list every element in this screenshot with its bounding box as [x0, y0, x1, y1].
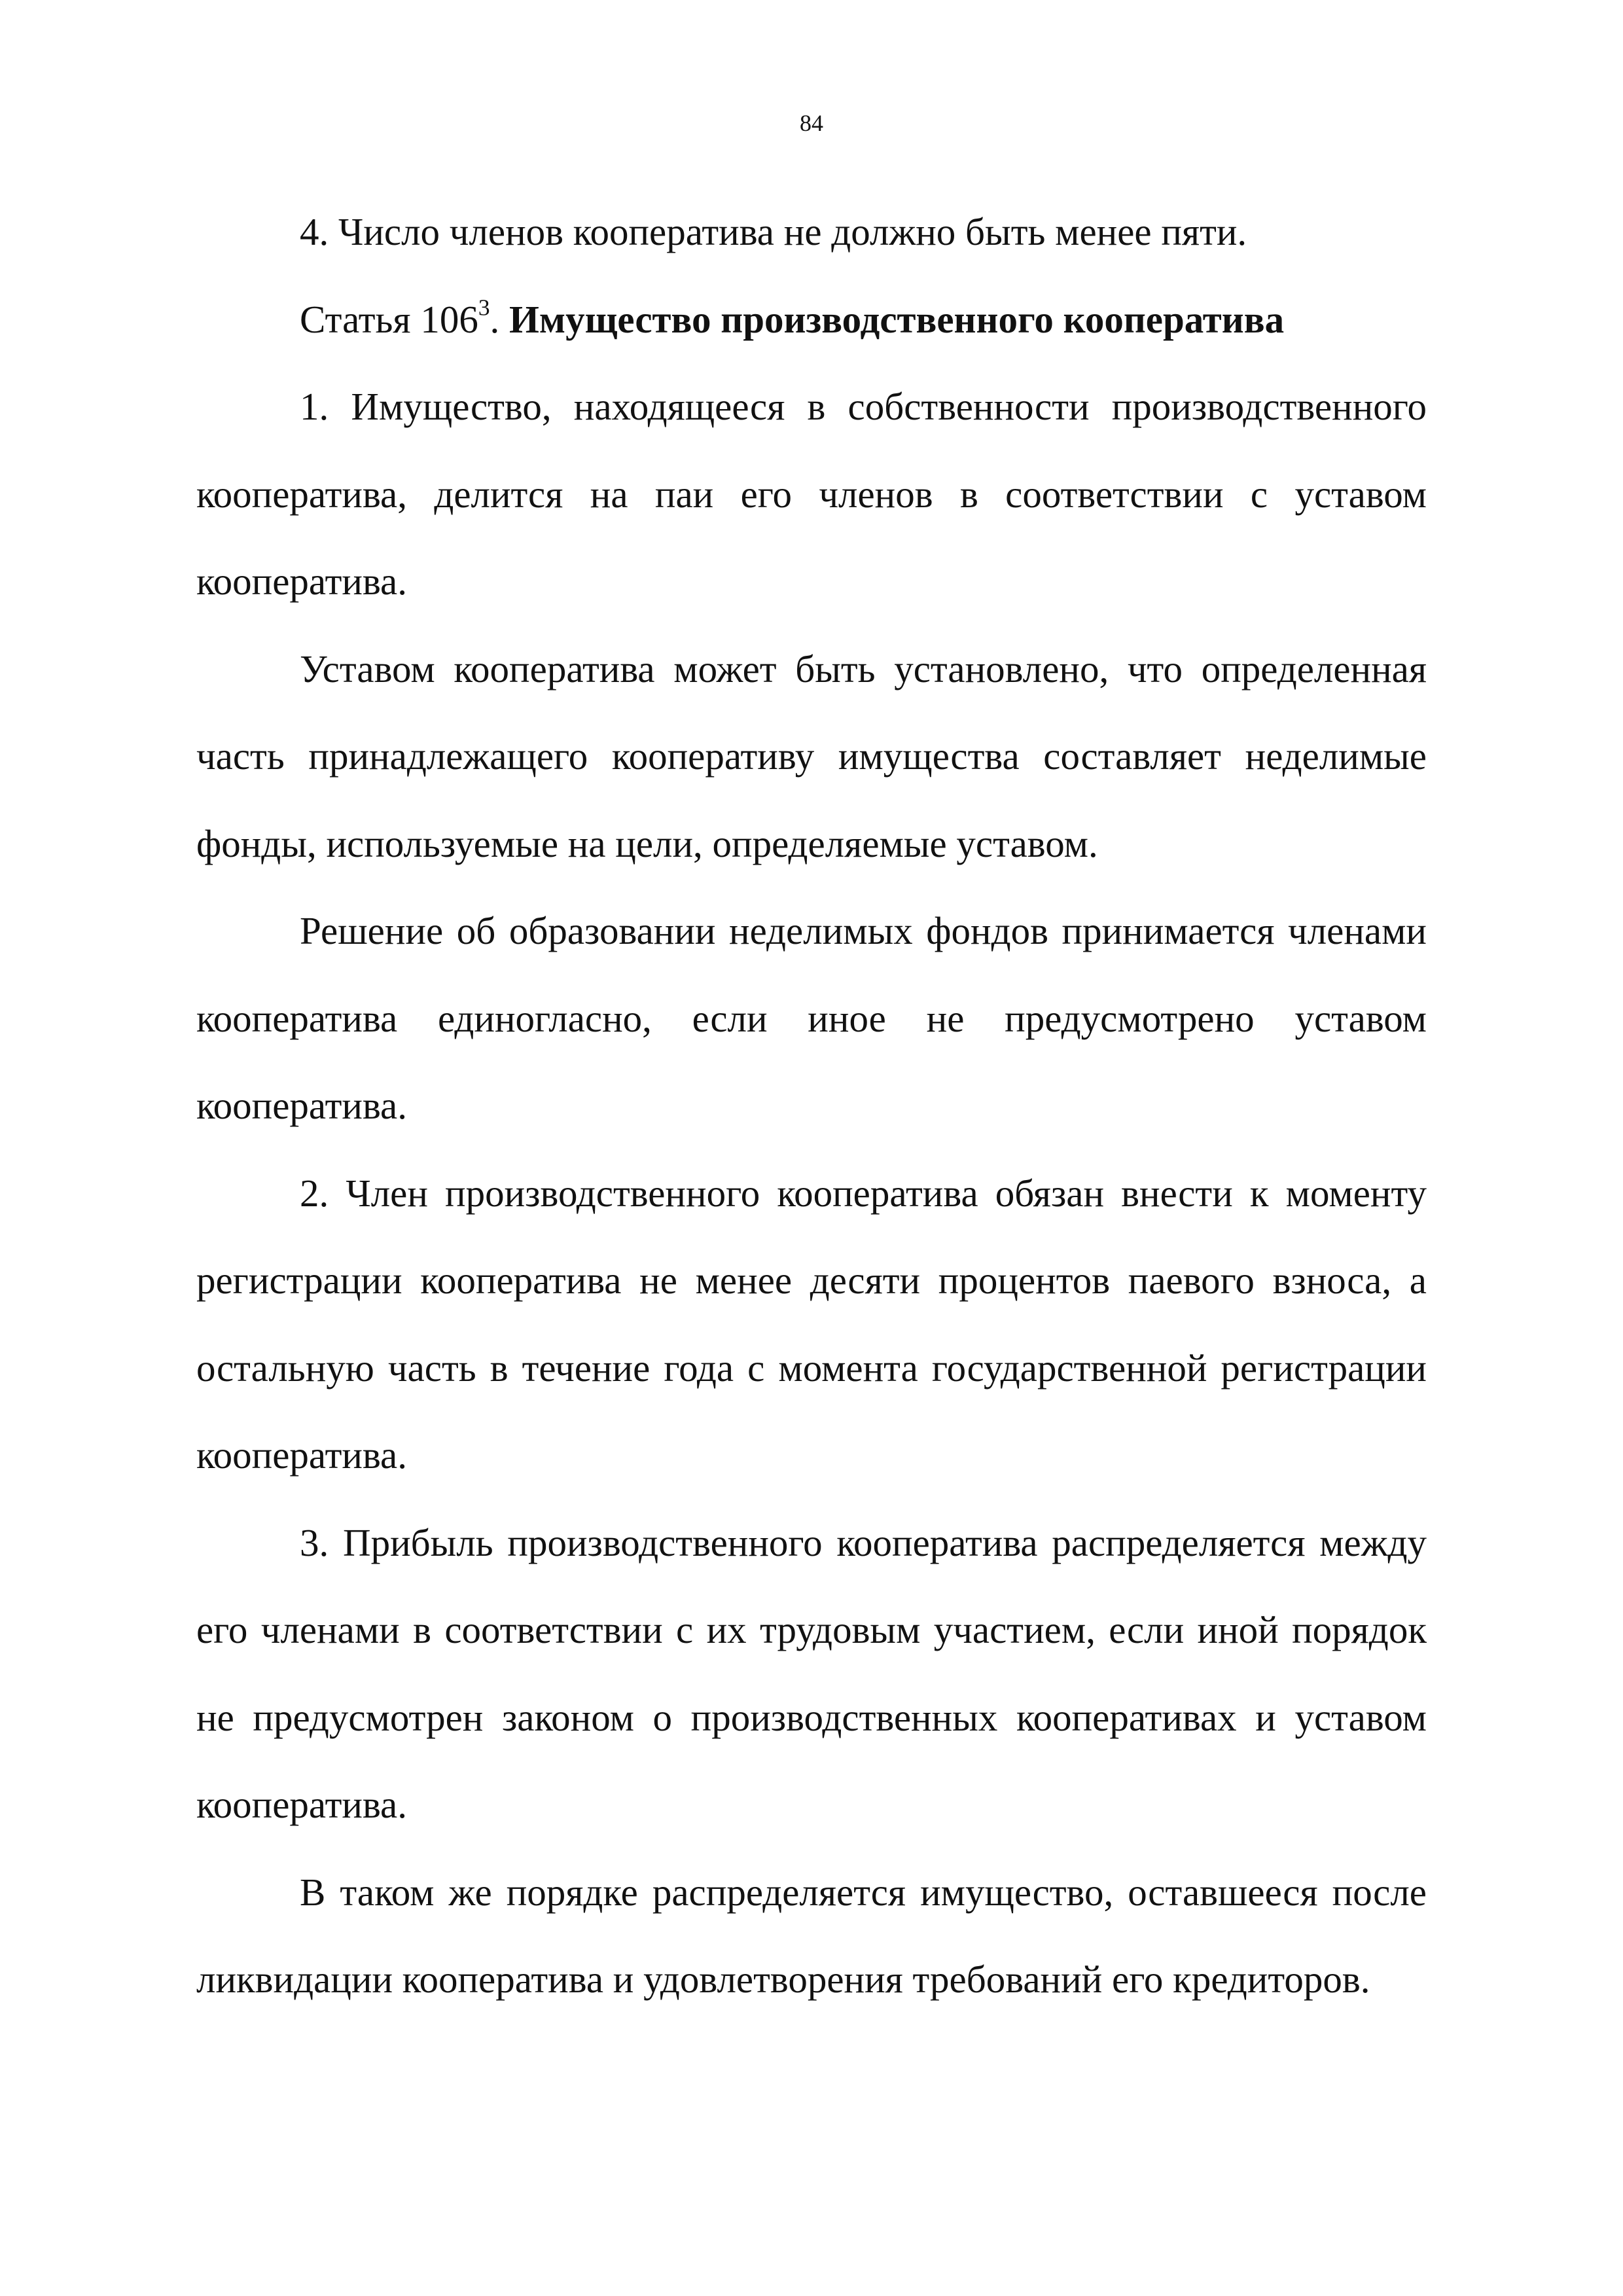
paragraph-1: 1. Имущество, находящееся в собственности производственного кооператива, делится на паи его членов в соответствии с уставом кооператива. [196, 385, 1427, 603]
article-number-separator: . [490, 297, 510, 341]
article-heading [196, 276, 1427, 364]
paragraph-1-decision: Решение об образовании неделимых фондов принимается членами кооператива единогласно, если иное не предусмотрено уставом кооператива. [196, 909, 1427, 1127]
paragraph-2: 2. Член производственного кооператива обязан внести к моменту регистрации кооператива не менее десяти процентов паевого взноса, а остальную часть в течение года с момента государственной регистрации кооператива. [196, 1171, 1427, 1477]
article-number-superscript: 3 [478, 293, 490, 320]
page-number: 84 [800, 110, 823, 136]
paragraph-3-liquidation: В таком же порядке распределяется имущество, оставшееся после ликвидации кооператива и удовлетворения требований его кредиторов. [196, 1870, 1427, 2001]
paragraph-members-count: 4. Число членов кооператива не должно быть менее пяти. [300, 210, 1247, 253]
article-title: Имущество производственного кооператива [509, 297, 1285, 341]
document-body [196, 188, 1427, 2024]
paragraph-1-funds: Уставом кооператива может быть установлено, что определенная часть принадлежащего кооперативу имущества составляет неделимые фонды, используемые на цели, определяемые уставом. [196, 647, 1427, 865]
article-number-prefix: Статья 106 [300, 297, 478, 341]
paragraph-3: 3. Прибыль производственного кооператива распределяется между его членами в соответствии с их трудовым участием, если иной порядок не предусмотрен законом о производственных кооперативах и уставом кооператива. [196, 1520, 1427, 1826]
